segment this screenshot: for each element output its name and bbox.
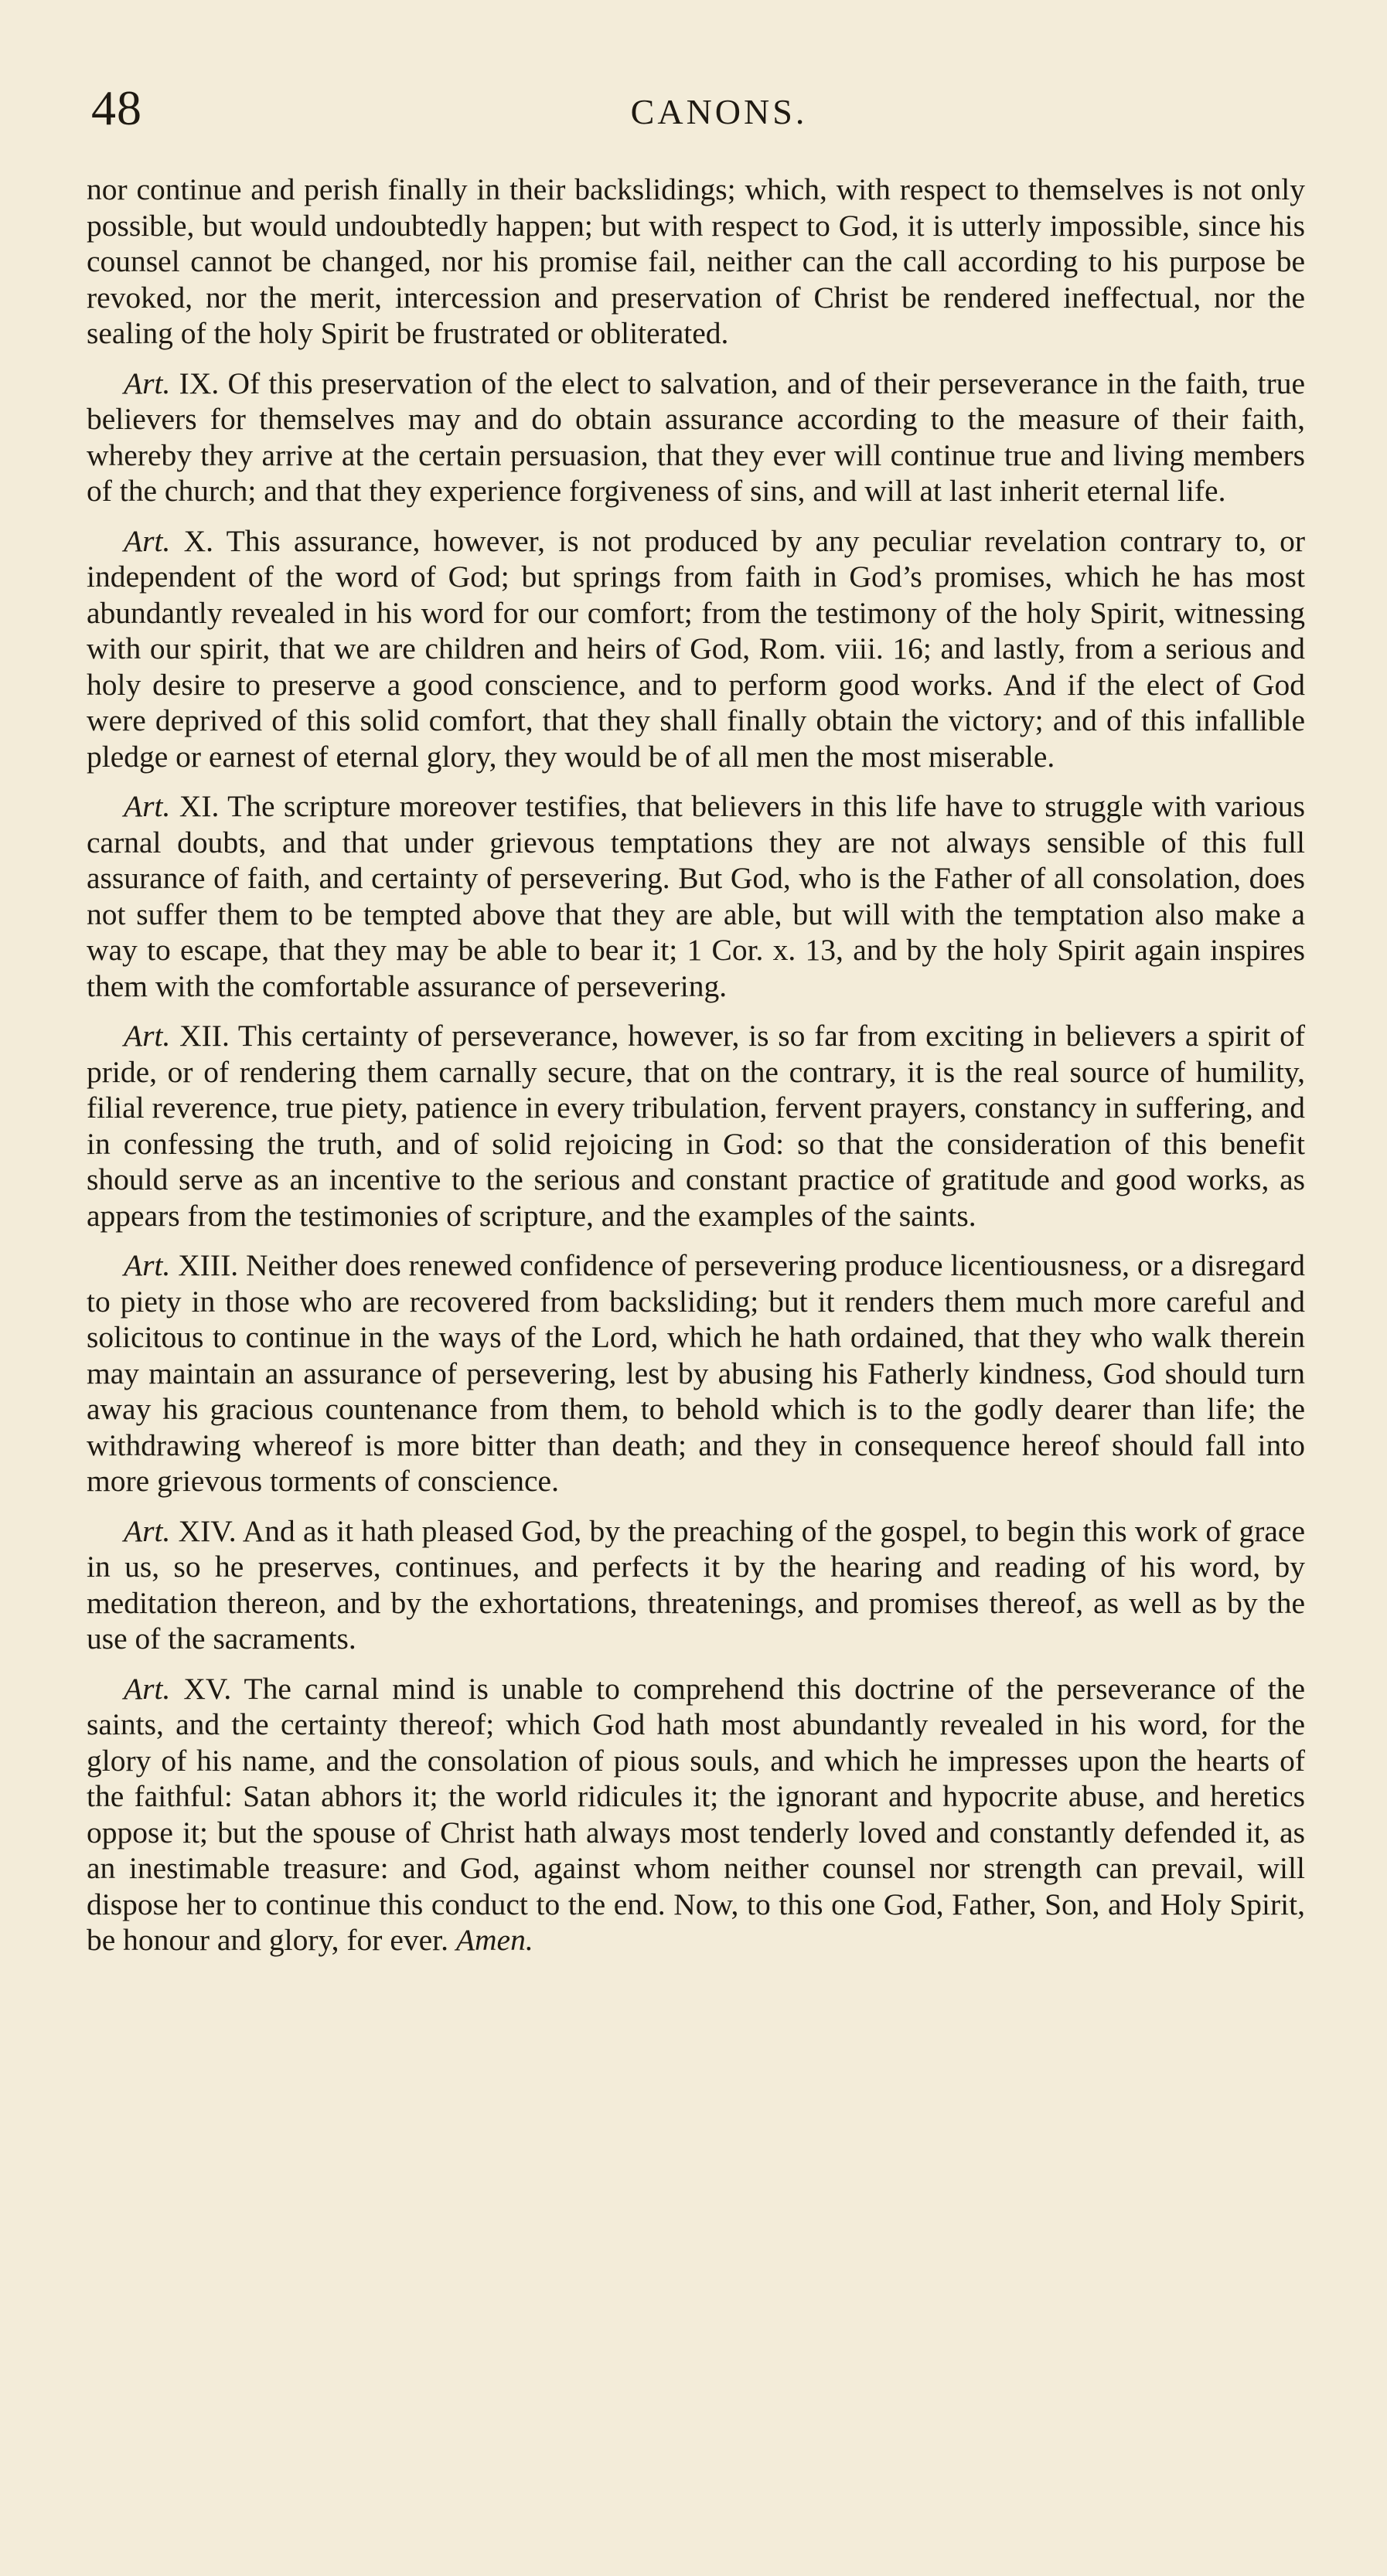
running-title: CANONS.	[630, 92, 808, 131]
article-xiv	[87, 1513, 1305, 1657]
article-label: Art.	[124, 1248, 171, 1282]
article-label: Art.	[124, 523, 171, 558]
page-number: 48	[91, 80, 142, 135]
article-label: Art.	[124, 789, 171, 823]
article-xii	[87, 1018, 1305, 1234]
article-label: Art.	[124, 1019, 171, 1053]
article-text: This certainty of perseverance, however, is so far from exciting in believers a spirit of pride, or of rendering them carnally secure, that on the contrary, it is the real source of humility, filial reverence, true piety, patience in every tribulation, fervent prayers, constancy in suffering, and in confessing the truth, and of solid rejoicing in God: so that the consideration of this benefit should serve as an incentive to the serious and constant practice of gratitude and good works, as appears from the testimonies of scripture, and the examples of the saints.	[87, 1019, 1306, 1233]
article-text: And as it hath pleased God, by the preaching of the gospel, to begin this work of grace in us, so he preserves, continues, and perfects it by the hearing and reading of his word, by meditation thereon, and by the exhortations, threatenings, and promises thereof, as well as by the use of the sacraments.	[87, 1513, 1306, 1656]
article-xi	[87, 788, 1305, 1004]
article-text: Of this preservation of the elect to salvation, and of their perseverance in the faith, true believers for themselves may and do obtain assurance according to the measure of their faith, whereby they arrive at the certain persuasion, that they ever will continue true and living members of the church; and that they experience forgiveness of sins, and will at last inherit eternal life.	[87, 366, 1306, 508]
article-number: XI.	[179, 789, 220, 823]
article-label: Art.	[124, 1671, 171, 1706]
article-text: The scripture moreover testifies, that believers in this life have to struggle with various carnal doubts, and that under grievous temptations they are not always sensible of this full assurance of faith, and certainty of persevering. But God, who is the Father of all consolation, does not suffer them to be tempted above that they are able, but will with the temptation also make a way to escape, that they may be able to bear it; 1 Cor. x. 13, and by the holy Spirit again inspires them with the comfortable assurance of persevering.	[87, 789, 1306, 1003]
article-xv	[87, 1671, 1305, 1958]
article-label: Art.	[124, 366, 171, 400]
article-number: X.	[183, 523, 214, 558]
article-number: XV.	[183, 1671, 232, 1706]
article-number: XIII.	[178, 1248, 239, 1282]
article-text: This assurance, however, is not produced by any peculiar revelation contrary to, or independent of the word of God; but springs from faith in God’s promises, which he has most abundantly revealed in his word for our comfort; from the testimony of the holy Spirit, witnessing with our spirit, that we are children and heirs of God, Rom. viii. 16; and lastly, from a serious and holy desire to preserve a good conscience, and to perform good works. And if the elect of God were deprived of this solid comfort, that they shall finally obtain the victory; and of this infallible pledge or earnest of eternal glory, they would be of all men the most miserable.	[87, 523, 1306, 774]
article-number: XIV.	[178, 1513, 237, 1548]
article-ix	[87, 366, 1305, 509]
article-x	[87, 523, 1305, 775]
running-head	[87, 77, 1305, 139]
article-number: IX.	[179, 366, 220, 400]
article-label: Art.	[124, 1513, 171, 1548]
article-number: XII.	[179, 1019, 230, 1053]
article-text: Neither does renewed confidence of persevering produce licentiousness, or a disregard to piety in those who are recovered from backsliding; but it renders them much more careful and solicitous to continue in the ways of the Lord, which he hath ordained, that they who walk therein may maintain an assurance of persevering, lest by abusing his Fatherly kindness, God should turn away his gracious countenance from them, to behold which is to the godly dearer than life; the withdrawing whereof is more bitter than death; and they in consequence hereof should fall into more grievous torments of conscience.	[87, 1248, 1306, 1498]
article-xiii	[87, 1247, 1305, 1499]
article-text: The carnal mind is unable to comprehend this doctrine of the perseverance of the saints, and the certainty thereof; which God hath most abundantly revealed in his word, for the glory of his name, and the consolation of pious souls, and which he impresses upon the hearts of the faithful: Satan abhors it; the world ridicules it; the ignorant and hypocrite abuse, and heretics oppose it; but the spouse of Christ hath always most tenderly loved and constantly defended it, as an inestimable treasure: and God, against whom neither counsel nor strength can prevail, will dispose her to continue this conduct to the end. Now, to this one God, Father, Son, and Holy Spirit, be honour and glory, for ever.	[87, 1671, 1305, 1957]
closing-amen: Amen.	[455, 1923, 533, 1957]
lead-paragraph: nor continue and perish finally in their backslidings; which, with respect to themselves is not only possible, but would undoubtedly happen; but with respect to God, it is utterly impossible, since his counsel cannot be changed, nor his promise fail, neither can the call according to his purpose be revoked, nor the merit, intercession and preservation of Christ be rendered ineffectual, nor the sealing of the holy Spirit be frustrated or obliterated.	[87, 172, 1305, 350]
